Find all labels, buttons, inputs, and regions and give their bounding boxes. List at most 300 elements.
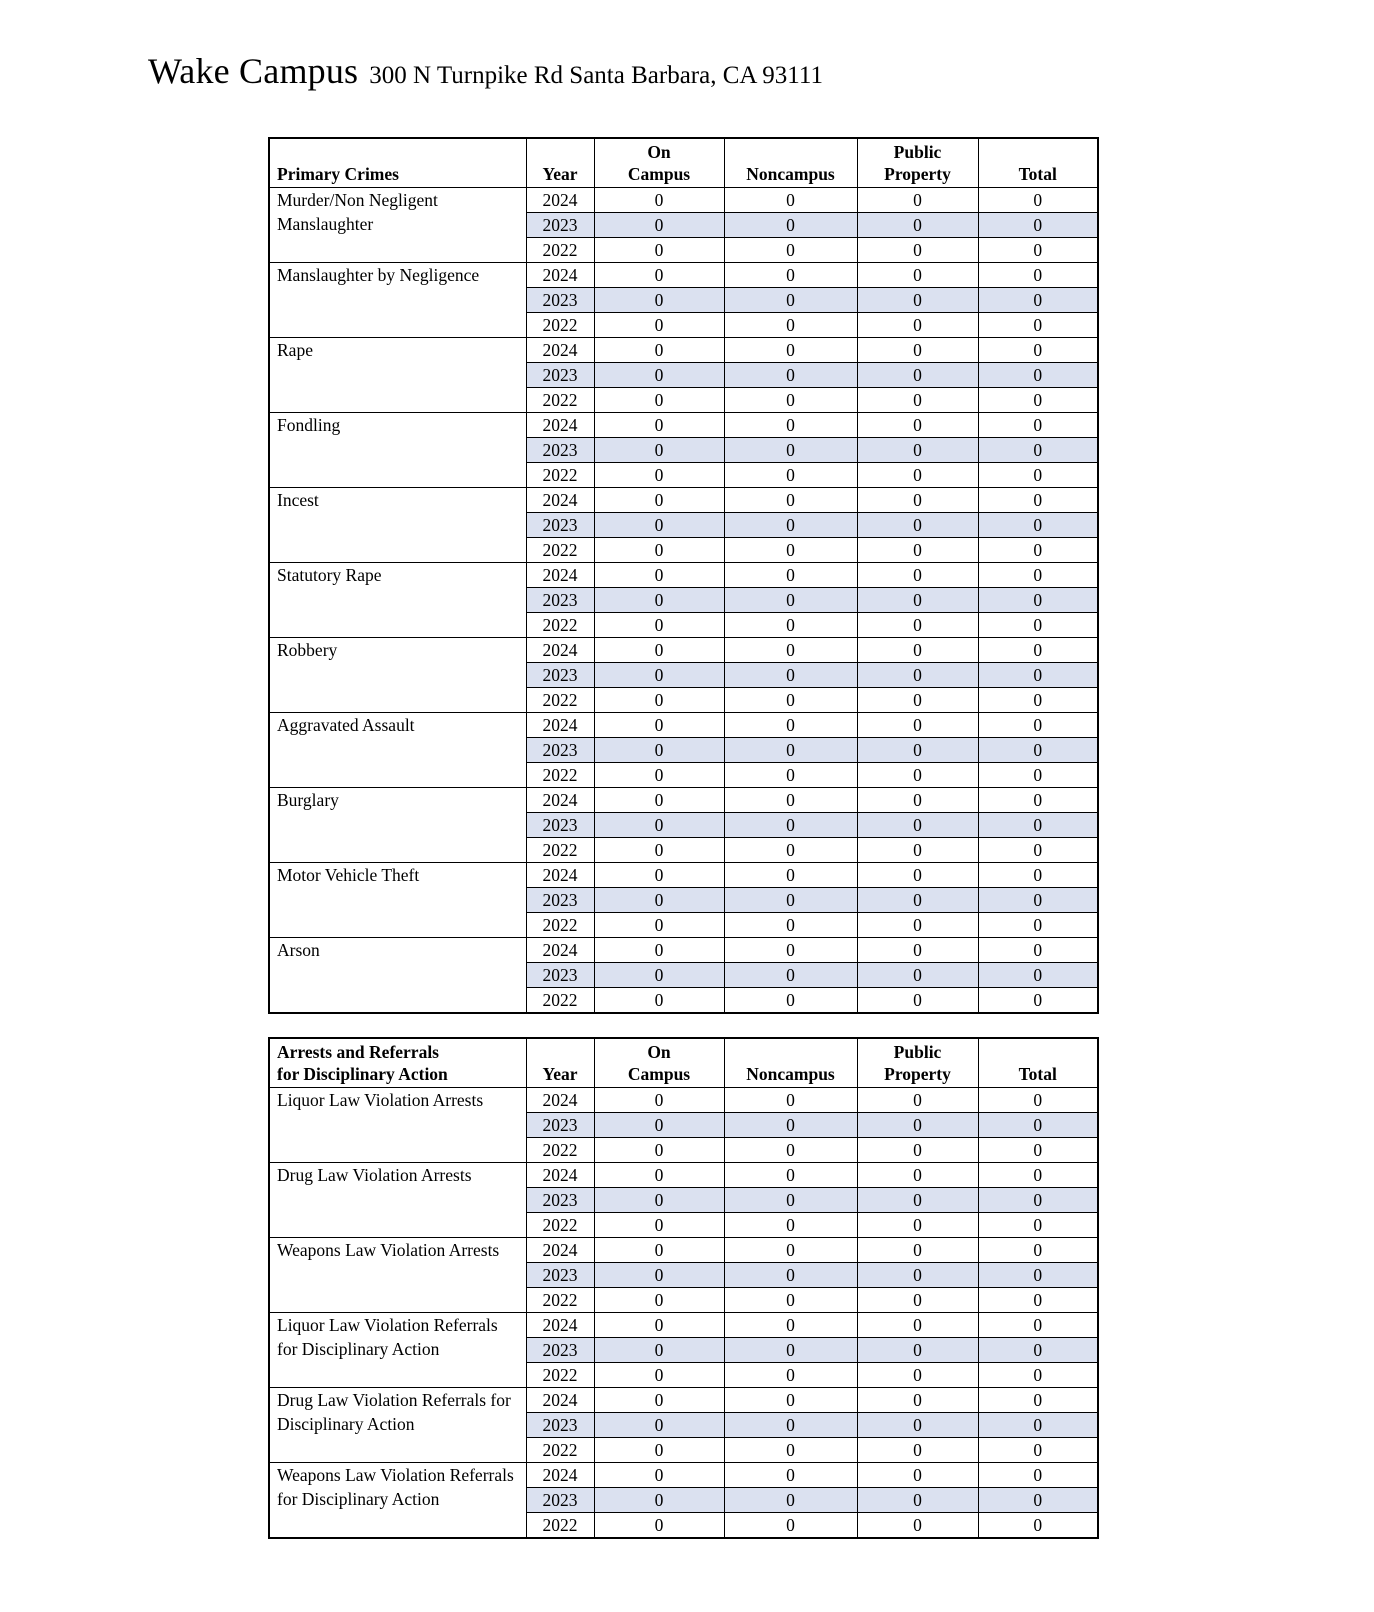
year-cell: 2023: [526, 1187, 594, 1212]
value-cell: 0: [978, 1087, 1098, 1112]
value-cell: 0: [857, 1287, 978, 1312]
column-header: Total: [978, 138, 1098, 187]
value-cell: 0: [724, 1437, 857, 1462]
value-cell: 0: [724, 712, 857, 737]
value-cell: 0: [857, 462, 978, 487]
value-cell: 0: [978, 937, 1098, 962]
value-cell: 0: [978, 1362, 1098, 1387]
first-column-header: Primary Crimes: [269, 138, 526, 187]
value-cell: 0: [594, 687, 724, 712]
value-cell: 0: [724, 262, 857, 287]
value-cell: 0: [857, 187, 978, 212]
value-cell: 0: [594, 937, 724, 962]
value-cell: 0: [857, 1262, 978, 1287]
table-row: [269, 1387, 1098, 1412]
year-cell: 2023: [526, 512, 594, 537]
value-cell: 0: [857, 662, 978, 687]
value-cell: 0: [724, 737, 857, 762]
year-cell: 2022: [526, 1362, 594, 1387]
value-cell: 0: [724, 762, 857, 787]
column-header: Year: [526, 138, 594, 187]
table-row: [269, 412, 1098, 437]
value-cell: 0: [594, 212, 724, 237]
value-cell: 0: [857, 962, 978, 987]
value-cell: 0: [594, 562, 724, 587]
year-cell: 2022: [526, 1287, 594, 1312]
year-cell: 2023: [526, 1412, 594, 1437]
value-cell: 0: [594, 1462, 724, 1487]
year-cell: 2022: [526, 912, 594, 937]
value-cell: 0: [724, 1287, 857, 1312]
value-cell: 0: [724, 462, 857, 487]
year-cell: 2024: [526, 187, 594, 212]
value-cell: 0: [594, 1412, 724, 1437]
value-cell: 0: [857, 1112, 978, 1137]
year-cell: 2023: [526, 1487, 594, 1512]
value-cell: 0: [978, 787, 1098, 812]
category-cell: Weapons Law Violation Referrals for Disciplinary Action: [269, 1462, 526, 1538]
value-cell: 0: [857, 1412, 978, 1437]
value-cell: 0: [724, 312, 857, 337]
table-row: [269, 937, 1098, 962]
value-cell: 0: [724, 337, 857, 362]
value-cell: 0: [724, 412, 857, 437]
category-cell: Weapons Law Violation Arrests: [269, 1237, 526, 1312]
value-cell: 0: [978, 237, 1098, 262]
table-row: [269, 862, 1098, 887]
value-cell: 0: [978, 912, 1098, 937]
value-cell: 0: [594, 1437, 724, 1462]
value-cell: 0: [857, 212, 978, 237]
value-cell: 0: [594, 1312, 724, 1337]
value-cell: 0: [857, 1087, 978, 1112]
value-cell: 0: [857, 887, 978, 912]
value-cell: 0: [724, 1412, 857, 1437]
value-cell: 0: [978, 637, 1098, 662]
value-cell: 0: [594, 337, 724, 362]
value-cell: 0: [594, 412, 724, 437]
value-cell: 0: [978, 837, 1098, 862]
value-cell: 0: [724, 1237, 857, 1262]
table-row: [269, 1312, 1098, 1337]
table-row: [269, 637, 1098, 662]
value-cell: 0: [594, 1187, 724, 1212]
value-cell: 0: [857, 787, 978, 812]
table-row: [269, 187, 1098, 212]
value-cell: 0: [978, 1462, 1098, 1487]
value-cell: 0: [594, 387, 724, 412]
table-row: [269, 1087, 1098, 1112]
value-cell: 0: [978, 287, 1098, 312]
value-cell: 0: [978, 462, 1098, 487]
value-cell: 0: [857, 537, 978, 562]
value-cell: 0: [857, 1487, 978, 1512]
column-header: Public Property: [857, 1038, 978, 1087]
year-cell: 2022: [526, 237, 594, 262]
value-cell: 0: [978, 1437, 1098, 1462]
value-cell: 0: [978, 1262, 1098, 1287]
value-cell: 0: [978, 662, 1098, 687]
column-header: On Campus: [594, 1038, 724, 1087]
value-cell: 0: [594, 1237, 724, 1262]
value-cell: 0: [978, 1487, 1098, 1512]
value-cell: 0: [594, 487, 724, 512]
value-cell: 0: [857, 1462, 978, 1487]
column-header: Year: [526, 1038, 594, 1087]
campus-name: Wake Campus: [148, 51, 359, 91]
value-cell: 0: [594, 537, 724, 562]
value-cell: 0: [978, 187, 1098, 212]
value-cell: 0: [978, 1387, 1098, 1412]
value-cell: 0: [594, 712, 724, 737]
year-cell: 2024: [526, 1162, 594, 1187]
value-cell: 0: [724, 812, 857, 837]
table-row: [269, 1237, 1098, 1262]
category-cell: Statutory Rape: [269, 562, 526, 637]
value-cell: 0: [978, 487, 1098, 512]
category-cell: Drug Law Violation Referrals for Disciplinary Action: [269, 1387, 526, 1462]
page-title: [148, 50, 823, 92]
category-cell: Liquor Law Violation Referrals for Disciplinary Action: [269, 1312, 526, 1387]
value-cell: 0: [594, 512, 724, 537]
value-cell: 0: [594, 1337, 724, 1362]
value-cell: 0: [978, 437, 1098, 462]
value-cell: 0: [978, 562, 1098, 587]
value-cell: 0: [594, 462, 724, 487]
value-cell: 0: [594, 312, 724, 337]
table-row: [269, 1162, 1098, 1187]
category-cell: Aggravated Assault: [269, 712, 526, 787]
value-cell: 0: [857, 412, 978, 437]
value-cell: 0: [857, 1212, 978, 1237]
value-cell: 0: [857, 1237, 978, 1262]
value-cell: 0: [594, 737, 724, 762]
year-cell: 2023: [526, 1262, 594, 1287]
value-cell: 0: [857, 287, 978, 312]
value-cell: 0: [978, 1112, 1098, 1137]
value-cell: 0: [978, 512, 1098, 537]
year-cell: 2024: [526, 1387, 594, 1412]
value-cell: 0: [594, 187, 724, 212]
year-cell: 2023: [526, 812, 594, 837]
arrests-referrals-table: [268, 1037, 1099, 1539]
column-header: On Campus: [594, 138, 724, 187]
value-cell: 0: [857, 1187, 978, 1212]
value-cell: 0: [857, 1162, 978, 1187]
value-cell: 0: [857, 612, 978, 637]
value-cell: 0: [857, 512, 978, 537]
value-cell: 0: [594, 912, 724, 937]
value-cell: 0: [724, 287, 857, 312]
value-cell: 0: [594, 237, 724, 262]
value-cell: 0: [724, 662, 857, 687]
value-cell: 0: [857, 587, 978, 612]
value-cell: 0: [594, 1387, 724, 1412]
value-cell: 0: [724, 487, 857, 512]
year-cell: 2024: [526, 337, 594, 362]
year-cell: 2024: [526, 562, 594, 587]
year-cell: 2023: [526, 887, 594, 912]
value-cell: 0: [857, 1512, 978, 1538]
category-cell: Motor Vehicle Theft: [269, 862, 526, 937]
category-cell: Arson: [269, 937, 526, 1013]
value-cell: 0: [594, 1487, 724, 1512]
column-header: Noncampus: [724, 138, 857, 187]
year-cell: 2022: [526, 837, 594, 862]
year-cell: 2023: [526, 662, 594, 687]
value-cell: 0: [857, 687, 978, 712]
year-cell: 2023: [526, 1337, 594, 1362]
value-cell: 0: [857, 262, 978, 287]
value-cell: 0: [857, 1387, 978, 1412]
value-cell: 0: [724, 1312, 857, 1337]
value-cell: 0: [724, 1262, 857, 1287]
year-cell: 2023: [526, 287, 594, 312]
value-cell: 0: [978, 312, 1098, 337]
primary-crimes-table: [268, 137, 1099, 1014]
value-cell: 0: [724, 1387, 857, 1412]
year-cell: 2024: [526, 1462, 594, 1487]
value-cell: 0: [978, 862, 1098, 887]
year-cell: 2024: [526, 262, 594, 287]
category-cell: Robbery: [269, 637, 526, 712]
value-cell: 0: [724, 237, 857, 262]
value-cell: 0: [594, 612, 724, 637]
value-cell: 0: [724, 587, 857, 612]
value-cell: 0: [978, 812, 1098, 837]
year-cell: 2024: [526, 712, 594, 737]
value-cell: 0: [594, 1137, 724, 1162]
year-cell: 2024: [526, 937, 594, 962]
year-cell: 2023: [526, 587, 594, 612]
column-header: Noncampus: [724, 1038, 857, 1087]
value-cell: 0: [594, 812, 724, 837]
value-cell: 0: [978, 587, 1098, 612]
value-cell: 0: [724, 937, 857, 962]
value-cell: 0: [857, 762, 978, 787]
value-cell: 0: [724, 962, 857, 987]
value-cell: 0: [857, 712, 978, 737]
year-cell: 2022: [526, 1137, 594, 1162]
value-cell: 0: [724, 987, 857, 1013]
value-cell: 0: [857, 1362, 978, 1387]
value-cell: 0: [978, 1187, 1098, 1212]
year-cell: 2022: [526, 762, 594, 787]
year-cell: 2024: [526, 487, 594, 512]
year-cell: 2022: [526, 462, 594, 487]
value-cell: 0: [978, 362, 1098, 387]
category-cell: Incest: [269, 487, 526, 562]
value-cell: 0: [978, 1287, 1098, 1312]
value-cell: 0: [594, 1087, 724, 1112]
value-cell: 0: [978, 1512, 1098, 1538]
value-cell: 0: [594, 1512, 724, 1538]
year-cell: 2022: [526, 387, 594, 412]
category-cell: Burglary: [269, 787, 526, 862]
value-cell: 0: [724, 1187, 857, 1212]
value-cell: 0: [857, 362, 978, 387]
value-cell: 0: [724, 612, 857, 637]
year-cell: 2022: [526, 987, 594, 1013]
value-cell: 0: [978, 212, 1098, 237]
year-cell: 2023: [526, 1112, 594, 1137]
value-cell: 0: [724, 687, 857, 712]
value-cell: 0: [724, 1087, 857, 1112]
value-cell: 0: [857, 337, 978, 362]
value-cell: 0: [978, 337, 1098, 362]
value-cell: 0: [724, 362, 857, 387]
value-cell: 0: [857, 437, 978, 462]
value-cell: 0: [978, 712, 1098, 737]
value-cell: 0: [978, 737, 1098, 762]
year-cell: 2024: [526, 787, 594, 812]
value-cell: 0: [724, 1462, 857, 1487]
value-cell: 0: [857, 1312, 978, 1337]
value-cell: 0: [594, 262, 724, 287]
table-row: [269, 487, 1098, 512]
value-cell: 0: [978, 1162, 1098, 1187]
value-cell: 0: [594, 1212, 724, 1237]
value-cell: 0: [978, 537, 1098, 562]
value-cell: 0: [978, 687, 1098, 712]
year-cell: 2024: [526, 1312, 594, 1337]
value-cell: 0: [857, 387, 978, 412]
value-cell: 0: [857, 937, 978, 962]
value-cell: 0: [978, 1312, 1098, 1337]
value-cell: 0: [724, 187, 857, 212]
year-cell: 2023: [526, 362, 594, 387]
year-cell: 2022: [526, 1212, 594, 1237]
header-row: [269, 138, 1098, 187]
value-cell: 0: [857, 237, 978, 262]
value-cell: 0: [978, 1212, 1098, 1237]
year-cell: 2022: [526, 1437, 594, 1462]
value-cell: 0: [857, 912, 978, 937]
value-cell: 0: [594, 762, 724, 787]
value-cell: 0: [857, 1437, 978, 1462]
value-cell: 0: [724, 1337, 857, 1362]
header-row: [269, 1038, 1098, 1087]
year-cell: 2024: [526, 412, 594, 437]
year-cell: 2022: [526, 537, 594, 562]
value-cell: 0: [857, 562, 978, 587]
value-cell: 0: [594, 1262, 724, 1287]
value-cell: 0: [724, 1137, 857, 1162]
value-cell: 0: [978, 262, 1098, 287]
value-cell: 0: [724, 212, 857, 237]
value-cell: 0: [594, 987, 724, 1013]
first-column-header: Arrests and Referrals for Disciplinary Action: [269, 1038, 526, 1087]
value-cell: 0: [978, 612, 1098, 637]
category-cell: Murder/Non Negligent Manslaughter: [269, 187, 526, 262]
value-cell: 0: [594, 1112, 724, 1137]
value-cell: 0: [594, 787, 724, 812]
value-cell: 0: [594, 1287, 724, 1312]
category-cell: Drug Law Violation Arrests: [269, 1162, 526, 1237]
value-cell: 0: [978, 387, 1098, 412]
year-cell: 2023: [526, 962, 594, 987]
value-cell: 0: [724, 837, 857, 862]
value-cell: 0: [594, 662, 724, 687]
value-cell: 0: [724, 387, 857, 412]
table-row: [269, 712, 1098, 737]
category-cell: Manslaughter by Negligence: [269, 262, 526, 337]
value-cell: 0: [724, 787, 857, 812]
value-cell: 0: [857, 987, 978, 1013]
value-cell: 0: [978, 1137, 1098, 1162]
value-cell: 0: [724, 1162, 857, 1187]
value-cell: 0: [724, 1212, 857, 1237]
value-cell: 0: [978, 1237, 1098, 1262]
year-cell: 2023: [526, 212, 594, 237]
value-cell: 0: [978, 962, 1098, 987]
value-cell: 0: [978, 1412, 1098, 1437]
value-cell: 0: [724, 1112, 857, 1137]
value-cell: 0: [724, 887, 857, 912]
value-cell: 0: [594, 1362, 724, 1387]
value-cell: 0: [724, 912, 857, 937]
year-cell: 2022: [526, 312, 594, 337]
value-cell: 0: [857, 1137, 978, 1162]
value-cell: 0: [594, 837, 724, 862]
value-cell: 0: [594, 637, 724, 662]
value-cell: 0: [857, 862, 978, 887]
year-cell: 2023: [526, 737, 594, 762]
column-header: Public Property: [857, 138, 978, 187]
value-cell: 0: [978, 762, 1098, 787]
value-cell: 0: [594, 962, 724, 987]
value-cell: 0: [857, 487, 978, 512]
value-cell: 0: [594, 887, 724, 912]
value-cell: 0: [594, 362, 724, 387]
value-cell: 0: [594, 287, 724, 312]
value-cell: 0: [978, 412, 1098, 437]
year-cell: 2022: [526, 1512, 594, 1538]
value-cell: 0: [978, 1337, 1098, 1362]
value-cell: 0: [857, 837, 978, 862]
value-cell: 0: [857, 737, 978, 762]
year-cell: 2022: [526, 687, 594, 712]
year-cell: 2023: [526, 437, 594, 462]
value-cell: 0: [724, 1362, 857, 1387]
table-row: [269, 1462, 1098, 1487]
year-cell: 2022: [526, 612, 594, 637]
value-cell: 0: [594, 862, 724, 887]
year-cell: 2024: [526, 862, 594, 887]
year-cell: 2024: [526, 1087, 594, 1112]
value-cell: 0: [978, 987, 1098, 1013]
category-cell: Liquor Law Violation Arrests: [269, 1087, 526, 1162]
table-row: [269, 787, 1098, 812]
value-cell: 0: [857, 812, 978, 837]
value-cell: 0: [857, 312, 978, 337]
year-cell: 2024: [526, 1237, 594, 1262]
category-cell: Rape: [269, 337, 526, 412]
value-cell: 0: [724, 512, 857, 537]
value-cell: 0: [724, 1487, 857, 1512]
value-cell: 0: [594, 1162, 724, 1187]
value-cell: 0: [724, 537, 857, 562]
category-cell: Fondling: [269, 412, 526, 487]
value-cell: 0: [724, 1512, 857, 1538]
value-cell: 0: [724, 862, 857, 887]
table-row: [269, 562, 1098, 587]
table-row: [269, 262, 1098, 287]
value-cell: 0: [724, 637, 857, 662]
value-cell: 0: [857, 1337, 978, 1362]
value-cell: 0: [978, 887, 1098, 912]
value-cell: 0: [724, 437, 857, 462]
